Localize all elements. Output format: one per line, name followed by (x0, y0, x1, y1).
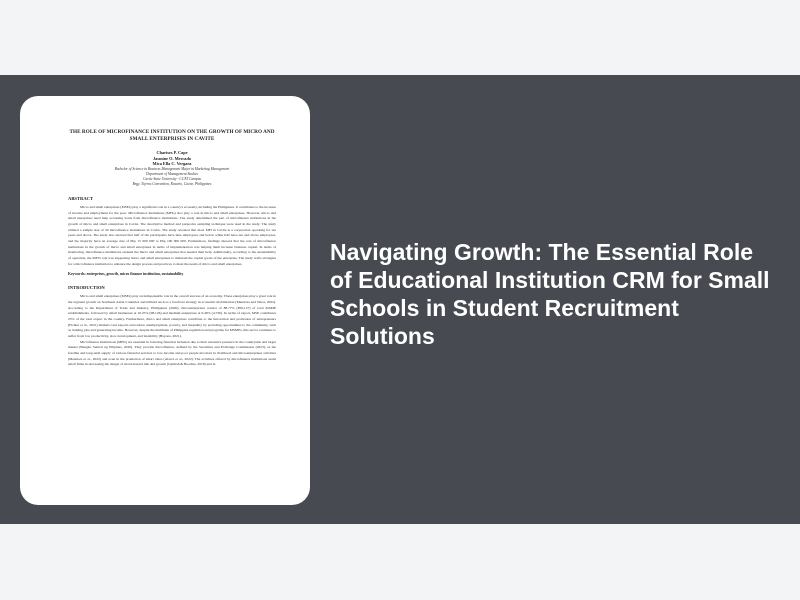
introduction-heading: INTRODUCTION (68, 285, 105, 291)
document-affiliation: Brgy. Tejeros Convention, Rosario, Cavite, Philippines (132, 182, 212, 187)
introduction-paragraph: Microfinance Institutions (MFIs) are essential in fostering financial inclusion due to their extensive presence in the countryside and target market (Bangko Sentral ng Pilipinas, 2020). They provide microfinance, defined by the Securities and Exchange Commission (2023), as the feasible and long-term supply of various financial services to low-income and poor people involved in livelihood and microenterprises activities (Mendoza et al., 2022) and even in the promotion of smart cities (Alarca et al., 2022). The activities offered by microfinance institutions assist small firms in decreasing the danger of moral hazard risk and growth (Gyimah & Boachie, 2018) and in (68, 339, 276, 367)
abstract-heading: ABSTRACT (68, 196, 94, 202)
document-affiliation: Department of Management Studies (146, 171, 198, 176)
document-preview-card (20, 96, 310, 505)
introduction-paragraph: Micro and small enterprises (MSEs) play an indispensable role in the overall success of an economy. These enterprises play a great role in the regional growth on Southeast Asian Countries and utilized such as a forefront strategy in economic mobilization (Mendoza and Tabor, 2022). According to the Department of Trade and Industry, Philippines (2020), microenterprises consist of 88.77% (850,127) of total MSME establishments, followed by small businesses at 10.25% (98,126) and medium enterprises at 0.49% (4,736). In terms of export, MSE contributes 25% of the total export in the country. Furthermore, micro and small enterprises contribute to the innovation and promotion of entrepreneurs (Fichter et al., 2021) market's real exports and reduce unemployment, poverty, and inequality by providing opportunities to the community, such as training jobs and generating income. However, despite the multitude of Philippine regulation and programs for MSMEs, this sector continues to suffer from low productivity, slow development, and instability (Bayona, 2021). (68, 294, 277, 338)
document-title: THE ROLE OF MICROFINANCE INSTITUTION ON THE GROWTH OF MICRO AND SMALL ENTERPRISES IN CAVITE (69, 129, 275, 142)
document-author: Mica Ella C. Vergara (152, 161, 192, 167)
abstract-text: Micro and small enterprises (MSEs) play a significant role in a country's economy, including the Philippines. It contributes to the increase of income and employment for the poor. Microfinance Institutions (MFIs) also play a role in micro and small enterprises. However, micro and small enterprises need help accessing loans from microfinance institutions. The study determined the part of microfinance institutions in the growth of micro and small enterprises in Cavite. The descriptive method and purposive sampling technique were used in the study. The study utilized a sample size of 30 microfinance institutions in Cavite. The study revealed that most MFI in Cavite is a corporation operating for ten years and above. The study also showed that half of the participants have nine employees and below while half have ten and above employees, and the majority have an average size of Php 15 000 000 to Php 100 000 000. Furthermore, findings showed that the role of microfinance institutions in the growth of micro and small enterprises in terms of implementation was helping them increase business capital. In terms of monitoring, microfinance institutions assisted the micro and small enterprises that needed their help. Additionally, according to the sustainability of operation, the MFI's role was supporting micro and small enterprises to maintain the capital goods of the enterprise. The study crafts strategies for a microfinance institution to enhance the design process and practices to meet the needs of micro and small enterprises. (68, 205, 276, 266)
document-affiliation: Cavite State University - CCAT Campus (143, 176, 201, 181)
document-author: Charises P. Cape (156, 150, 188, 155)
document-author: Jasmine O. Mercado (153, 155, 191, 161)
keywords-line: Keywords: enterprises, growth, micro finance institution, sustainability (68, 272, 184, 277)
document-affiliation: Bachelor of Science in Business Management Major in Marketing Management (114, 166, 230, 171)
article-headline: Navigating Growth: The Essential Role of Educational Institution CRM for Small Schools in Student Recruitment Solutions (330, 239, 770, 349)
